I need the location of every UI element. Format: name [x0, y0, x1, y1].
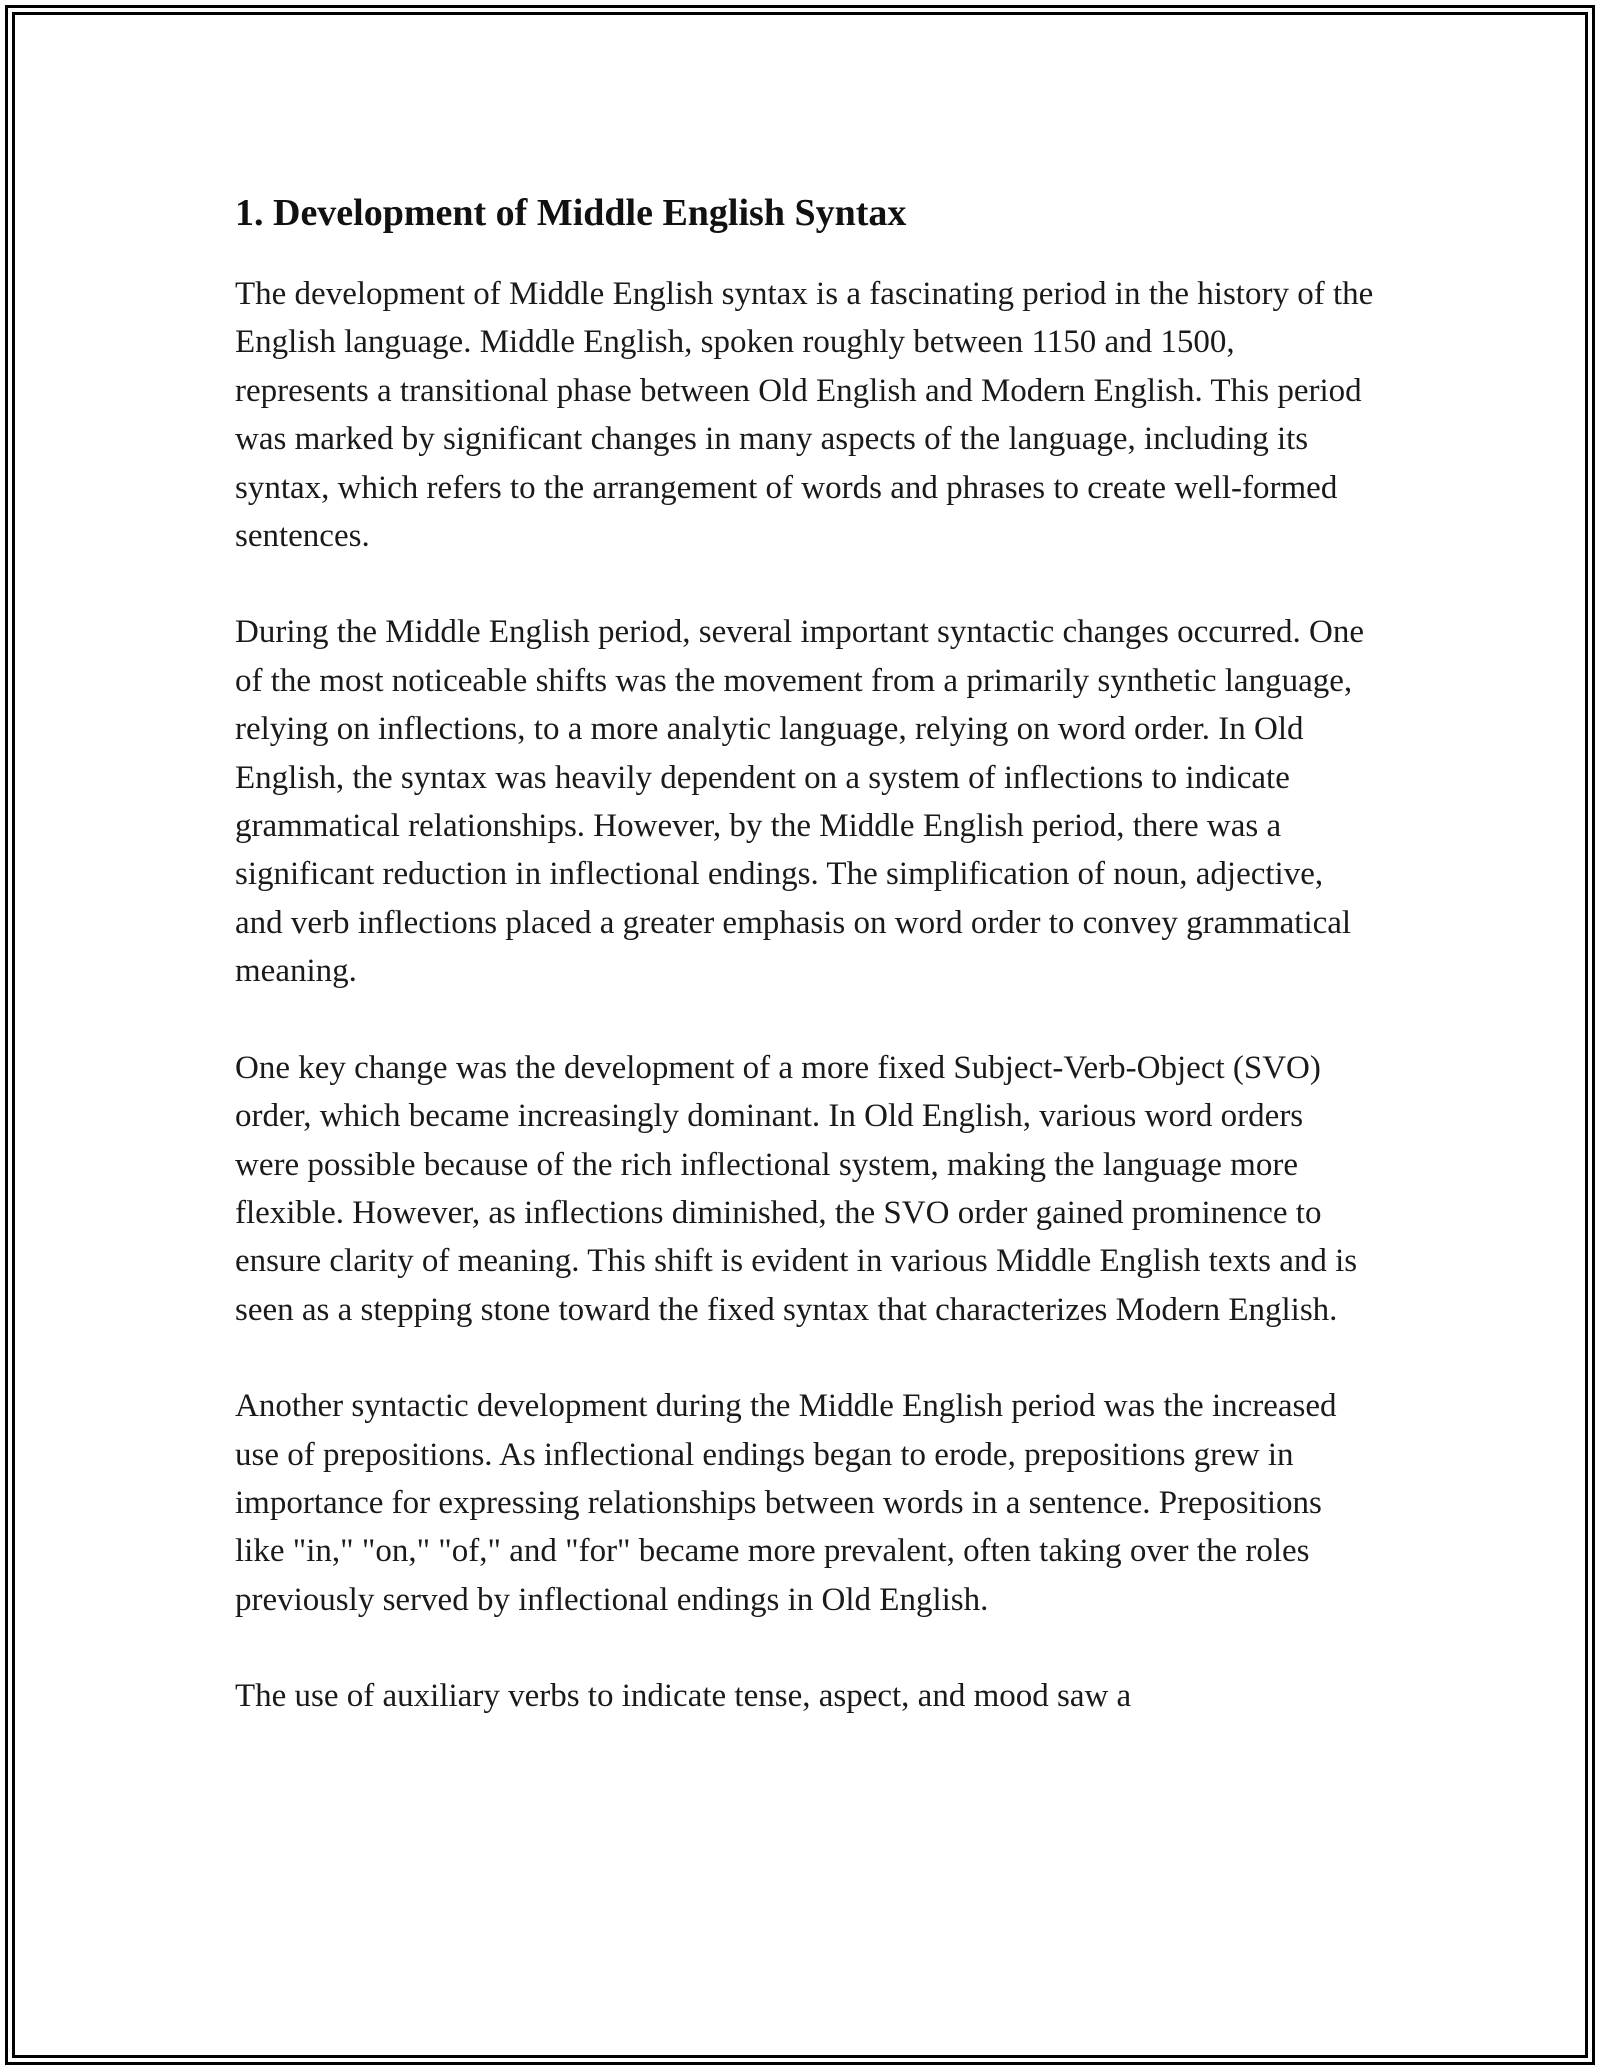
paragraph-1: The development of Middle English syntax is a fascinating period in the history of the English language. Middle English, spoken roughly between 1150 and 1500, represents a transitional phase between Old English and Modern English. This period was marked by significant changes in many aspects of the language, including its syntax, which refers to the arrangement of words and phrases to create well-formed sentences. [235, 276, 1374, 555]
document-body [235, 186, 1375, 1721]
paragraph-4: Another syntactic development during the Middle English period was the increased use of prepositions. As inflectional endings began to erode, prepositions grew in importance for expressing relationships between words in a sentence. Prepositions like "in," "on," "of," and "for" became more prevalent, often taking over the roles previously served by inflectional endings in Old English. [235, 1388, 1337, 1618]
section-heading: 1. Development of Middle English Syntax [235, 192, 907, 234]
paragraph-2: During the Middle English period, several important syntactic changes occurred. One of the most noticeable shifts was the movement from a primarily synthetic language, relying on inflections, to a more analytic language, relying on word order. In Old English, the syntax was heavily dependent on a system of inflections to indicate grammatical relationships. However, by the Middle English period, there was a significant reduction in inflectional endings. The simplification of noun, adjective, and verb inflections placed a greater emphasis on word order to convey grammatical meaning. [235, 614, 1364, 990]
paragraph-5: The use of auxiliary verbs to indicate tense, aspect, and mood saw a [235, 1678, 1132, 1715]
paragraph-3: One key change was the development of a more fixed Subject-Verb-Object (SVO) order, which became increasingly dominant. In Old English, various word orders were possible because of the rich inflectional system, making the language more flexible. However, as inflections diminished, the SVO order gained prominence to ensure clarity of meaning. This shift is evident in various Middle English texts and is seen as a stepping stone toward the fixed syntax that characterizes Modern English. [235, 1049, 1358, 1328]
